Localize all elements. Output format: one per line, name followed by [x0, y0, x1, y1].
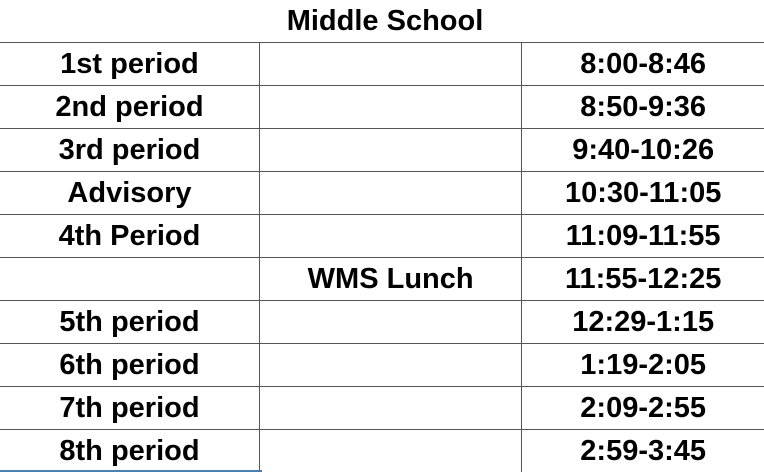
- period-label-cell: 3rd period: [0, 129, 259, 172]
- note-cell: [259, 430, 521, 473]
- table-row: [0, 129, 764, 172]
- period-label-cell: 5th period: [0, 301, 259, 344]
- time-cell: 11:55-12:25: [522, 258, 764, 301]
- period-label-cell: 1st period: [0, 43, 259, 86]
- table-row: [0, 301, 764, 344]
- note-cell: [259, 344, 521, 387]
- period-label-cell: 2nd period: [0, 86, 259, 129]
- table-row: [0, 387, 764, 430]
- schedule-table-body: [0, 43, 764, 473]
- period-label-cell: 7th period: [0, 387, 259, 430]
- table-row: [0, 430, 764, 473]
- table-row: [0, 43, 764, 86]
- period-label-cell: [0, 258, 259, 301]
- time-cell: 2:09-2:55: [522, 387, 764, 430]
- period-label-cell: 8th period: [0, 430, 259, 473]
- time-cell: 10:30-11:05: [522, 172, 764, 215]
- note-cell: [259, 43, 521, 86]
- time-cell: 8:00-8:46: [522, 43, 764, 86]
- time-cell: 8:50-9:36: [522, 86, 764, 129]
- schedule-title: Middle School: [286, 5, 484, 37]
- schedule-table: [0, 42, 764, 472]
- time-cell: 11:09-11:55: [522, 215, 764, 258]
- note-cell: [259, 387, 521, 430]
- table-row: [0, 172, 764, 215]
- period-label-cell: Advisory: [0, 172, 259, 215]
- table-row: [0, 344, 764, 387]
- selection-edge-line: [0, 470, 262, 472]
- time-cell: 2:59-3:45: [522, 430, 764, 473]
- note-cell: [259, 172, 521, 215]
- note-cell: WMS Lunch: [259, 258, 521, 301]
- note-cell: [259, 86, 521, 129]
- table-row: [0, 215, 764, 258]
- time-cell: 9:40-10:26: [522, 129, 764, 172]
- table-row: [0, 258, 764, 301]
- period-label-cell: 6th period: [0, 344, 259, 387]
- table-row: [0, 86, 764, 129]
- note-cell: [259, 301, 521, 344]
- note-cell: [259, 129, 521, 172]
- time-cell: 12:29-1:15: [522, 301, 764, 344]
- time-cell: 1:19-2:05: [522, 344, 764, 387]
- period-label-cell: 4th Period: [0, 215, 259, 258]
- note-cell: [259, 215, 521, 258]
